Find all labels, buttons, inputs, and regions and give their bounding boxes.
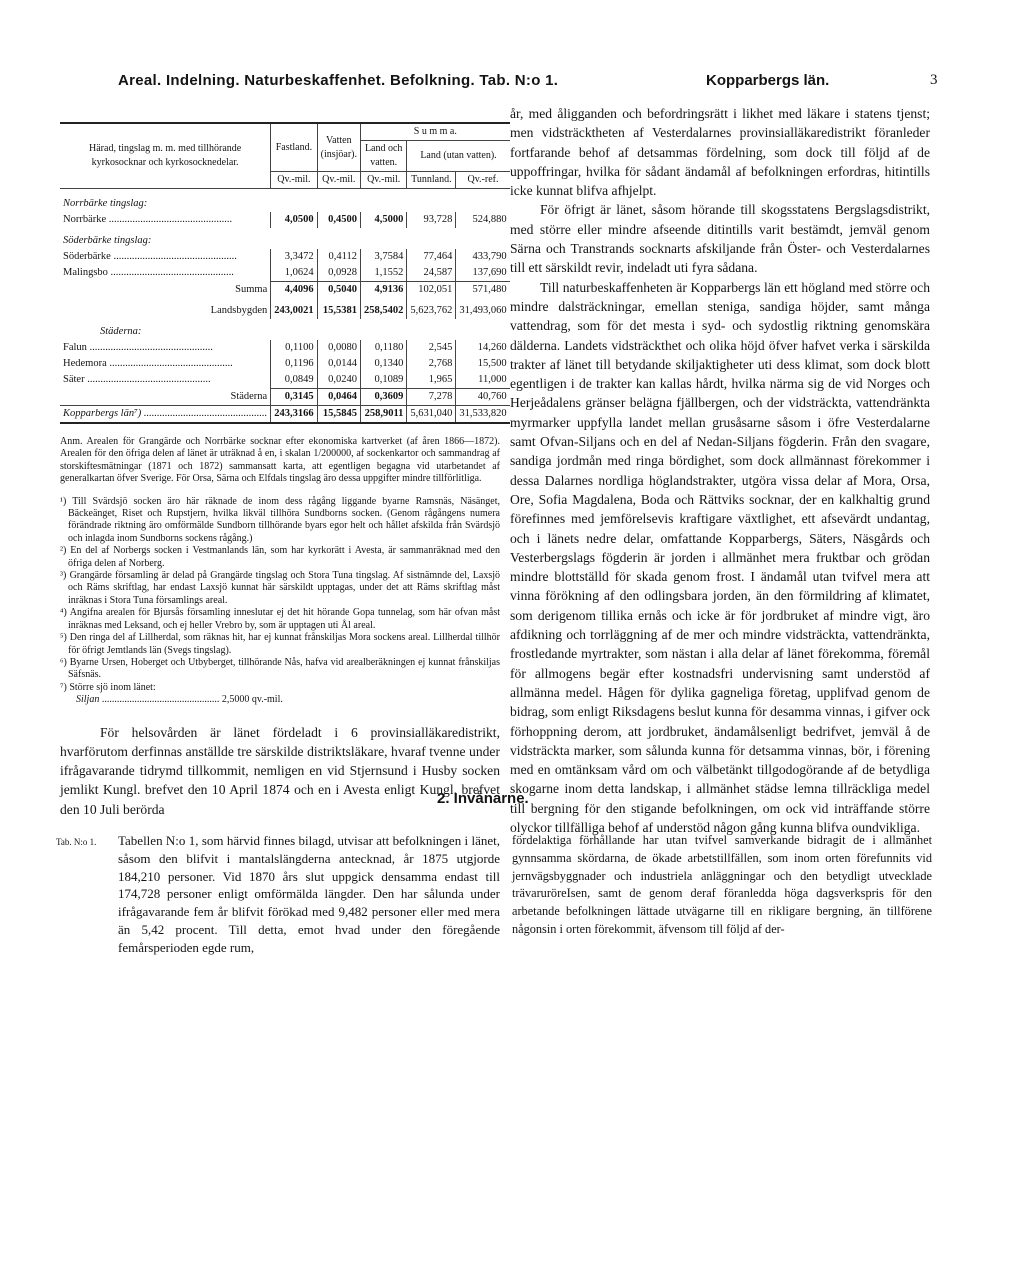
table-row: Malingsbo ..... 1,0624 0,0928 1,1552 24,587 137,690 (60, 265, 510, 282)
margin-note: Tab. N:o 1. (56, 837, 97, 847)
footnote: ⁷) Större sjö inom länet: (60, 681, 156, 693)
header-county: Kopparbergs län. (706, 72, 830, 89)
area-table (60, 122, 510, 424)
right-paragraph: Till naturbeskaffenheten är Kopparbergs län ett högland med större och mindre dalsträckningar, emellan steniga, sandiga höjder, samt många vattendrag, som för det mesta i syd- och sydostlig riktning genomskära dälderna. Landets vidsträckthet och olika höjd öfver hafvet verka i särskilda trakter af länet till betydande skiljaktigheter uti dess klimat, som dock blott egentligen i de trakter kan kallas hårdt, hvilka närma sig de vid Norges och Herjeådalens gränser belägna fjällbergen, och der vidsträckta, vattendränkta myrmarker uppfylla landet mellan grusåsarne såsom i öfre Vesterdalarne samt Ofvan-Siljans och en del af Nedan-Siljans fögderin. Från den svagare, sandiga jordmån med ringa bördighet, som dock allmännast förekommer i dessa Dalarnes nordliga höglandstrakter, utgöra vissa delar af Mora, Orsa, Ore, Sofia Magdalena, Boda och Rättviks socknar, der en kalkhaltig grund förefinnes med jemförelsevis kraftigare växtlighet, ett afsevärdt undantag, och i länets nedre delar, omfattande Kopparbergs, Säters, Näsgårds och Vesterbergslags fögderin är jorden i allmänhet mera fruktbar och grödan mindre blottställd för skada genom frost. I ändamål utan tvifvel mera att vinna förökning af den odlingsbara jorden, än den förmildring af klimatet, som derigenom tillika ernås och icke är för jordbruket af mindre vigt, äro afdikning och torrläggning af de mer och mindre vidsträckta, vattendränkta, frostledande myrtrakter, som nästan i alla delar af länet förekomma, föremål för allmogens begär efter kostnadsfri undervisning samt understöd af allmänna medel. Hågen för dylika gagneliga företag, upplifvad genom de bidrag, som enligt Riksdagens beslut kunna för desamma vinnas, i gifver ock förhoppning derom, att jordbruket, ändamålsenligt bedrifvet, jemväl å de vidsträckta marker, som sålunda kunna för detsamma vinnas, bör, i förening med en omtänksam vård om och välbetänkt tillgodogörande af de betydliga skogarne inom detta landskap, i allmänhet städse lemna tillräckliga medel till bergning för den stigande befolkningen, om ock vid inträffande större olyckor tillfälliga behof af understöd någon gång kunna blifva oundvikliga. (510, 279, 930, 835)
running-header (0, 72, 1024, 94)
page-number: 3 (930, 72, 938, 88)
unit-vatten: Qv.-mil. (317, 172, 360, 189)
col-header-district: Härad, tingslag m. m. med tillhörande kyrkosocknar och kyrkosocknedelar. (60, 123, 271, 189)
section-staderna: Städerna: (100, 326, 142, 337)
table-row: Kopparbergs län⁷) ..... 243,3166 15,5845 258,9011 5,631,040 31,533,820 (60, 406, 510, 424)
table-row: Säter ..... 0,0849 0,0240 0,1089 1,965 11,000 (60, 372, 510, 389)
footnote: ¹) Till Svärdsjö socken äro här räknade de inom dess rågång liggande byarne Ramsnäs, Näsänget, Bäckeänget, Riset och Rupstjern, hvilka likväl tillhöra Sundborns socken. (Genom rågångens numera förändrade riktning äro omförmälde Sundborn tillhörande byars egor helt och hållet afskilda från Svärdsjö och inlagda inom Sundborns sockens rågång.) (60, 495, 500, 544)
unit-tunnland: Tunnland. (407, 172, 456, 189)
section-norrbarke: Norrbärke tingslag: (63, 198, 148, 209)
right-paragraph: år, med åligganden och befordringsrätt i likhet med läkare i statens tjenst; men vidsträcktheten af Vesterdalarnes provinsialläkaredistrikt föranleder fortfarande behof af detsammas fördelning, som dock till följd af de uppoffringar, hvilka för sådant ändamål af befolkningen erfordras, hitintills icke kunnat blifva afhjelpt. (510, 106, 930, 199)
footnote: ⁴) Angifna arealen för Bjursås församling inneslutar ej det hit hörande Gopa tunnelag, som här ofvan måst inräknas med Leksand, och ej heller Vrebro by, som är upptagen uti Ål areal. (60, 607, 500, 631)
bottom-left-column (118, 832, 500, 957)
table-row: Falun ..... 0,1100 0,0080 0,1180 2,545 14,260 (60, 340, 510, 356)
section-soderbarke: Söderbärke tingslag: (63, 235, 152, 246)
header-left: Areal. Indelning. Naturbeskaffenhet. Befolkning. Tab. N:o 1. (118, 72, 559, 89)
health-paragraph: För helsovården är länet fördeladt i 6 provinsialläkaredistrikt, hvarförutom derfinnas anställde tre särskilde distriktsläkare, hvaraf tvenne under ifrågavarande tidrymd tillkommit, nemligen en vid Stjernsund i Husby socken jemlikt Kungl. brefvet den 10 April 1874 och en i Avesta enligt Kungl. brefvet den 10 Juli berörda (60, 724, 500, 817)
col-header-land-och-vatten: Land och vatten. (361, 141, 407, 172)
unit-summa: Qv.-mil. (361, 172, 407, 189)
table-row: Norrbärke ..... 4,0500 0,4500 4,5000 93,728 524,880 (60, 212, 510, 228)
col-header-summa: S u m m a. (361, 123, 510, 141)
unit-qvref: Qv.-ref. (456, 172, 510, 189)
table-row: Söderbärke ..... 3,3472 0,4112 3,7584 77,464 433,790 (60, 249, 510, 265)
table-row: Landsbygden 243,0021 15,5381 258,5402 5,623,762 31,493,060 (60, 298, 510, 319)
right-column (510, 104, 930, 837)
col-header-fastland: Fastland. (271, 123, 317, 172)
table-row: Summa 4,4096 0,5040 4,9136 102,051 571,480 (60, 282, 510, 299)
population-paragraph: Tabellen N:o 1, som härvid finnes bilagd, utvisar att befolkningen i länet, såsom den blifvit i mantalslängderna antecknad, år 1875 utgjorde 184,210 personer. Vid 1870 års slut uppgick densamma endast till 174,728 personer enligt omförmälda längder. Den har sålunda under ifrågavarande fem år blifvit förökad med 9,482 personer eller med mera än 5,42 procent. Till detta, emot hvad under den föregående femårsperioden egde rum, (118, 833, 500, 955)
left-column (60, 122, 507, 819)
footnote: ⁶) Byarne Ursen, Hoberget och Utbyberget, tillhörande Nås, hafva vid arealberäkningen ej kunnat frånskiljas Säfsnäs. (60, 656, 500, 681)
table-row: Hedemora ..... 0,1196 0,0144 0,1340 2,768 15,500 (60, 356, 510, 372)
col-header-vatten: Vatten (insjöar). (317, 123, 360, 172)
siljan-line: Siljan ..... 2,5000 qv.-mil. (60, 694, 500, 706)
table-row: Städerna 0,3145 0,0464 0,3609 7,278 40,760 (60, 389, 510, 406)
footnote: ²) En del af Norbergs socken i Vestmanlands län, som har kyrkorätt i Avesta, är sammanräknad med den öfriga delen af Norberg. (60, 545, 500, 569)
col-header-land-utan: Land (utan vatten). (407, 141, 510, 172)
right-paragraph: För öfrigt är länet, såsom hörande till skogsstatens Bergslagsdistrikt, med större eller mindre afseende ditintills varit bestämdt, jemväl genom Särna och Transtrands socknarts afskiljande från Öster- och Vesterdalarnes till ett särskildt revir, indeladt uti fyra sådana. (510, 202, 930, 276)
footnote: ³) Grangärde församling är delad på Grangärde tingslag och Stora Tuna tingslag. Af sistnämnde del, Laxsjö och Räms skriftlag, har endast Laxsjö kunnat här särskildt upptagas, under det att Räms skriftlag måst inräknas i Stora Tuna församlings areal. (60, 570, 500, 606)
bottom-right-column (512, 832, 932, 939)
footnote: ⁵) Den ringa del af Lillherdal, som räknas hit, har ej kunnat frånskiljas Mora sockens areal. Lillherdal tillhör för öfrigt Jemtlands län (Svegs tingslag). (60, 632, 500, 656)
footnotes (60, 496, 500, 707)
section-title: 2. Invånarne. (437, 790, 529, 807)
population-paragraph-cont: fördelaktiga förhållande har utan tvifvel samverkande bidragit de i allmänhet gynnsamma skördarna, de ökade arbetstillfällen, som inom orten förefunnits vid jernvägsbyggnader och industriela anläggningar och den betydligt utvecklade trävaruröreIsen, samt de genom deraf föranledda höga dagsverkspris för den arbetande befolkningen lättade utvägarne till en rikligare bergning, än tillförene någonsin i orten förekommit, äfvensom till följd af der- (512, 833, 932, 936)
table-note: Anm. Arealen för Grangärde och Norrbärke socknar efter ekonomiska kartverket (af åren 1866—1872). Arealen för den öfriga delen af länet är uträknad å en, i skalan 1/200000, af sockenkartor och sammandrag af storskiftesmätningar (1871 och 1872) sammansatt karta, att egentligen begagna vid utarbetandet af generalkartan öfver Sverige. För Orsa, Särna och Elfdals tingslag äro dessa uppgifter mindre tillförlitliga. (60, 436, 500, 485)
unit-fastland: Qv.-mil. (271, 172, 317, 189)
